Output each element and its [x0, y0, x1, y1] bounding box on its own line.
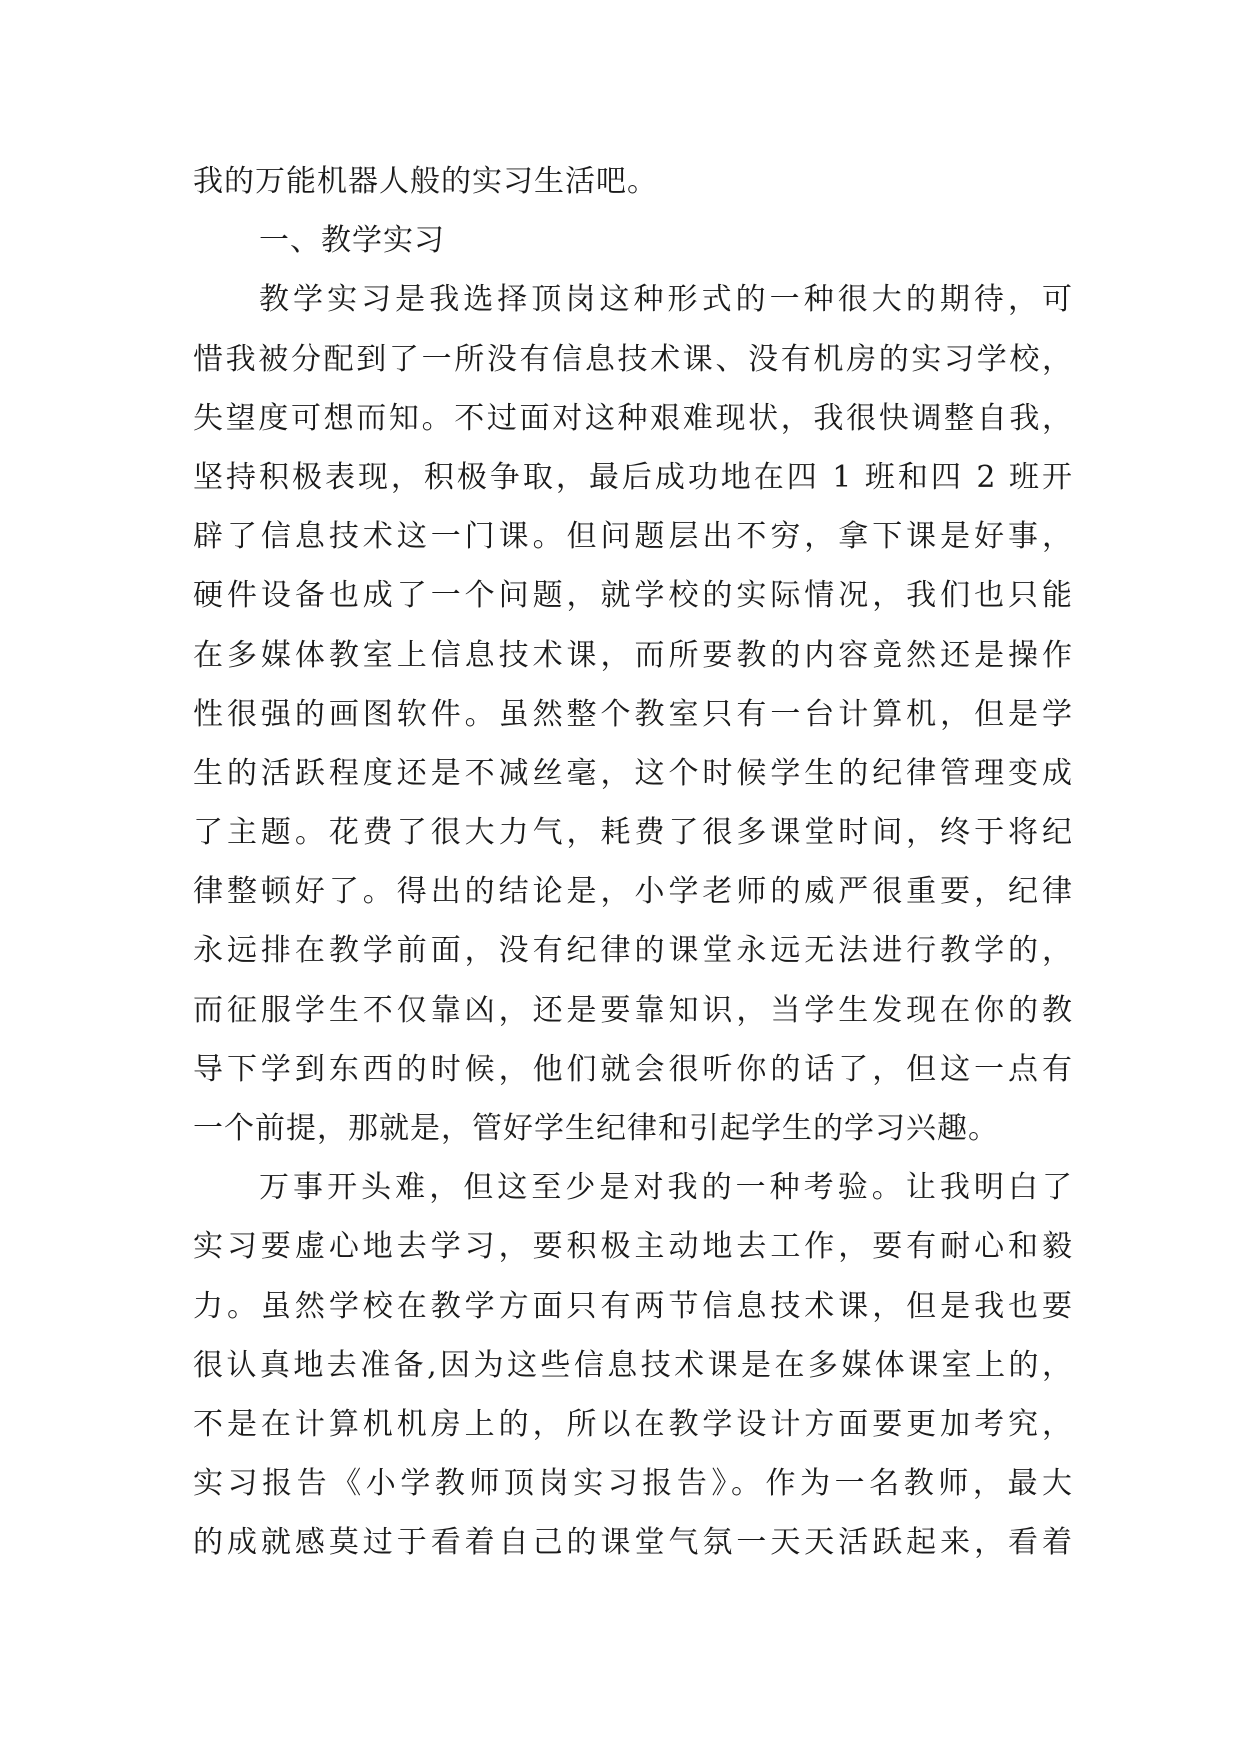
- text-line: 的成就感莫过于看着自己的课堂气氛一天天活跃起来，看着: [193, 1525, 1073, 1561]
- text-line: 性很强的画图软件。虽然整个教室只有一台计算机，但是学: [193, 696, 1073, 732]
- text-line: 生的活跃程度还是不减丝毫，这个时候学生的纪律管理变成: [193, 755, 1073, 791]
- text-line: 实习报告《小学教师顶岗实习报告》。作为一名教师，最大: [193, 1466, 1073, 1502]
- text-line: 惜我被分配到了一所没有信息技术课、没有机房的实习学校，: [193, 341, 1073, 377]
- text-line: 律整顿好了。得出的结论是，小学老师的威严很重要，纪律: [193, 874, 1073, 910]
- text-line: 了主题。花费了很大力气，耗费了很多课堂时间，终于将纪: [193, 815, 1073, 851]
- body-text: [193, 152, 1073, 1573]
- text-line: 实习要虚心地去学习，要积极主动地去工作，要有耐心和毅: [193, 1229, 1073, 1265]
- text-line: 永远排在教学前面，没有纪律的课堂永远无法进行教学的，: [193, 933, 1073, 969]
- text-line: 很认真地去准备,因为这些信息技术课是在多媒体课室上的，: [193, 1347, 1073, 1383]
- text-line: 坚持积极表现，积极争取，最后成功地在四 1 班和四 2 班开: [193, 459, 1073, 495]
- text-line: 万事开头难，但这至少是对我的一种考验。让我明白了: [259, 1170, 1073, 1206]
- text-line: 我的万能机器人般的实习生活吧。: [193, 164, 658, 199]
- text-line: 力。虽然学校在教学方面只有两节信息技术课，但是我也要: [193, 1288, 1073, 1324]
- text-line: 而征服学生不仅靠凶，还是要靠知识，当学生发现在你的教: [193, 992, 1073, 1028]
- text-line: 辟了信息技术这一门课。但问题层出不穷，拿下课是好事，: [193, 519, 1073, 555]
- text-line: 一个前提，那就是，管好学生纪律和引起学生的学习兴趣。: [193, 1111, 999, 1146]
- text-line: 不是在计算机机房上的，所以在教学设计方面要更加考究，: [193, 1406, 1073, 1442]
- text-line: 教学实习是我选择顶岗这种形式的一种很大的期待，可: [259, 282, 1073, 318]
- section-heading: 一、教学实习: [259, 223, 445, 259]
- text-line: 在多媒体教室上信息技术课，而所要教的内容竟然还是操作: [193, 637, 1073, 673]
- text-line: 失望度可想而知。不过面对这种艰难现状，我很快调整自我，: [193, 400, 1073, 436]
- text-line: 导下学到东西的时候，他们就会很听你的话了，但这一点有: [193, 1051, 1073, 1087]
- text-line: 硬件设备也成了一个问题，就学校的实际情况，我们也只能: [193, 578, 1073, 614]
